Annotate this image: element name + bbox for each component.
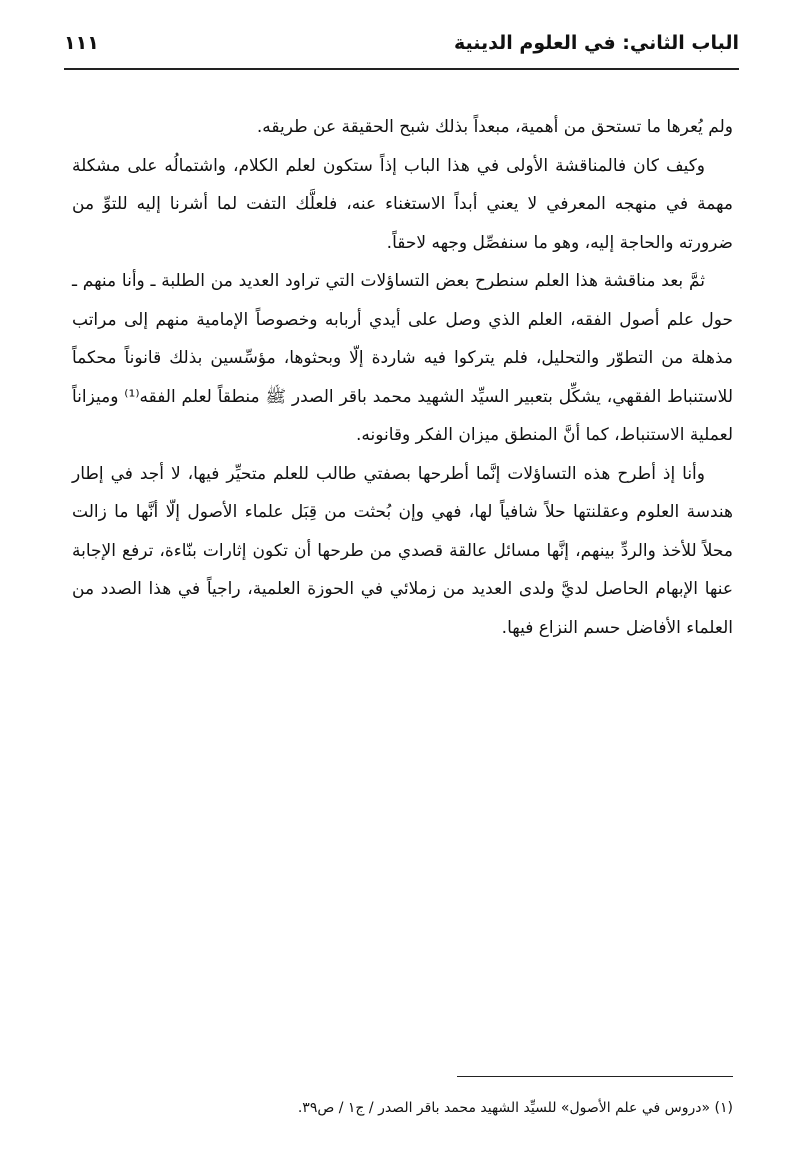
footnote: (١) «دروس في علم الأصول» للسيِّد الشهيد محمد باقر الصدر / ج١ / ص٣٩. xyxy=(297,1100,733,1116)
page-number: ١١١ xyxy=(64,32,99,54)
footnote-divider xyxy=(457,1076,733,1077)
paragraph: وكيف كان فالمناقشة الأولى في هذا الباب إذاً ستكون لعلم الكلام، واشتمالُه على مشكلة مهمة في منهجه المعرفي لا يعني أبداً الاستغناء عنه، فلعلَّك التفت لما أشرنا إليه للتوِّ من ضرورته والحاجة إليه، وهو ما سنفصِّل وجهه لاحقاً. xyxy=(72,155,733,253)
paragraph: ولم يُعرها ما تستحق من أهمية، مبعداً بذلك شبح الحقيقة عن طريقه. xyxy=(256,117,733,137)
chapter-title: الباب الثاني: في العلوم الدينية xyxy=(454,32,739,54)
body-text xyxy=(72,108,733,647)
running-header xyxy=(64,28,739,70)
paragraph: ثمَّ بعد مناقشة هذا العلم سنطرح بعض التساؤلات التي تراود العديد من الطلبة ـ وأنا منهم ـ حول علم أصول الفقه، العلم الذي وصل على أيدي أربابه وخصوصاً الإمامية منهم إلى مراتب مذهلة من التطوّر والتحليل، فلم يتركوا فيه شاردة إلّا وبحثوها، مؤسِّسين بذلك قانوناً محكماً للاستنباط الفقهي، يشكِّل بتعبير السيِّد الشهيد محمد باقر الصدر ﷺ منطقاً لعلم الفقه⁽¹⁾ وميزاناً لعملية الاستنباط، كما أنَّ المنطق ميزان الفكر وقانونه. xyxy=(72,271,733,445)
paragraph: وأنا إذ أطرح هذه التساؤلات إنَّما أطرحها بصفتي طالب للعلم متحيِّر فيها، لا أجد في إطار هندسة العلوم وعقلنتها حلاً شافياً لها، فهي وإن بُحثت من قِبَل علماء الأصول إلّا أنَّها ما زالت محلاً للأخذ والردِّ بينهم، إنَّها مسائل عالقة قصدي من طرحها أن تكون إثارات بنّاءة، ترفع الإجابة عنها الإبهام الحاصل لديَّ ولدى العديد من زملائي في الحوزة العلمية، راجياً في هذا الصدد من العلماء الأفاضل حسم النزاع فيها. xyxy=(72,463,733,638)
